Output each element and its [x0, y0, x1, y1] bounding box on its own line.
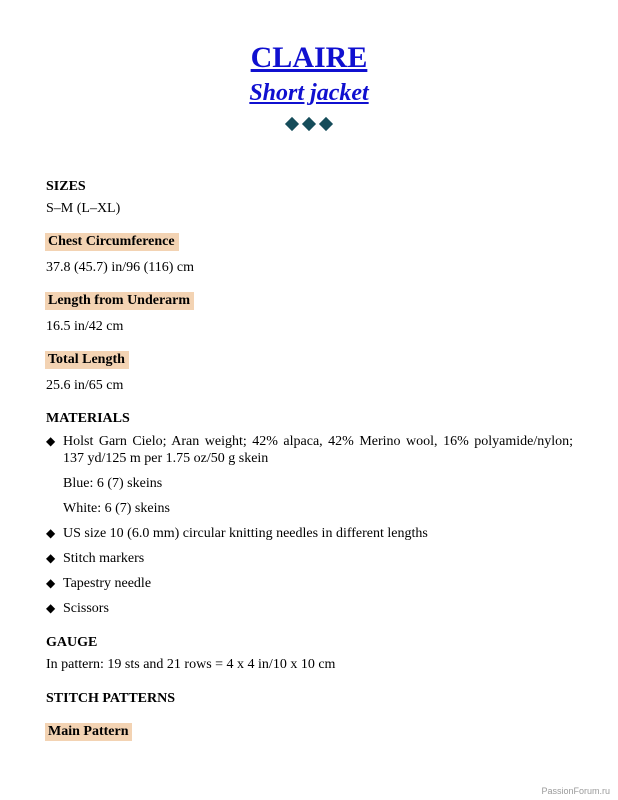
yarn-text: Holst Garn Cielo; Aran weight; 42% alpaca, 42% Merino wool, 16% polyamide/nylon; 137 yd/125 m per 1.75 oz/50 g skein	[63, 434, 573, 466]
gauge-heading: GAUGE	[46, 635, 98, 650]
diamond-bullet-icon: ◆	[46, 576, 56, 590]
scissors-text: Scissors	[63, 601, 109, 616]
list-item	[46, 600, 573, 617]
sizes-heading: SIZES	[46, 179, 86, 194]
watermark: PassionForum.ru	[541, 786, 610, 796]
sizes-value: S–M (L–XL)	[46, 201, 121, 216]
total-length-label: Total Length	[45, 351, 129, 369]
diamond-bullet-icon: ◆	[46, 601, 56, 615]
document-body	[46, 178, 573, 741]
diamond-bullet-icon: ◆	[46, 434, 56, 448]
diamond-bullet-icon: ◆	[46, 526, 56, 540]
underarm-label: Length from Underarm	[45, 292, 194, 310]
list-item	[46, 550, 573, 567]
pattern-subtitle: Short jacket	[249, 80, 369, 106]
list-item	[46, 525, 573, 542]
needles-text: US size 10 (6.0 mm) circular knitting needles in different lengths	[63, 526, 428, 541]
stitch-patterns-heading: STITCH PATTERNS	[46, 691, 176, 706]
total-length-value: 25.6 in/65 cm	[46, 378, 124, 393]
blue-skeins: Blue: 6 (7) skeins	[63, 476, 163, 491]
gauge-value: In pattern: 19 sts and 21 rows = 4 x 4 in/10 x 10 cm	[46, 657, 336, 672]
materials-heading: MATERIALS	[46, 411, 130, 426]
diamond-divider	[0, 116, 618, 132]
diamond-icon	[302, 117, 316, 131]
chest-label: Chest Circumference	[45, 233, 179, 251]
diamond-bullet-icon: ◆	[46, 551, 56, 565]
list-item	[46, 575, 573, 592]
pattern-title: CLAIRE	[250, 41, 368, 74]
white-skeins: White: 6 (7) skeins	[63, 501, 170, 516]
markers-text: Stitch markers	[63, 551, 145, 566]
underarm-value: 16.5 in/42 cm	[46, 319, 124, 334]
main-pattern-label: Main Pattern	[45, 723, 132, 741]
list-item	[46, 433, 573, 467]
diamond-icon	[319, 117, 333, 131]
chest-value: 37.8 (45.7) in/96 (116) cm	[46, 260, 195, 275]
tapestry-text: Tapestry needle	[63, 576, 152, 591]
diamond-icon	[285, 117, 299, 131]
